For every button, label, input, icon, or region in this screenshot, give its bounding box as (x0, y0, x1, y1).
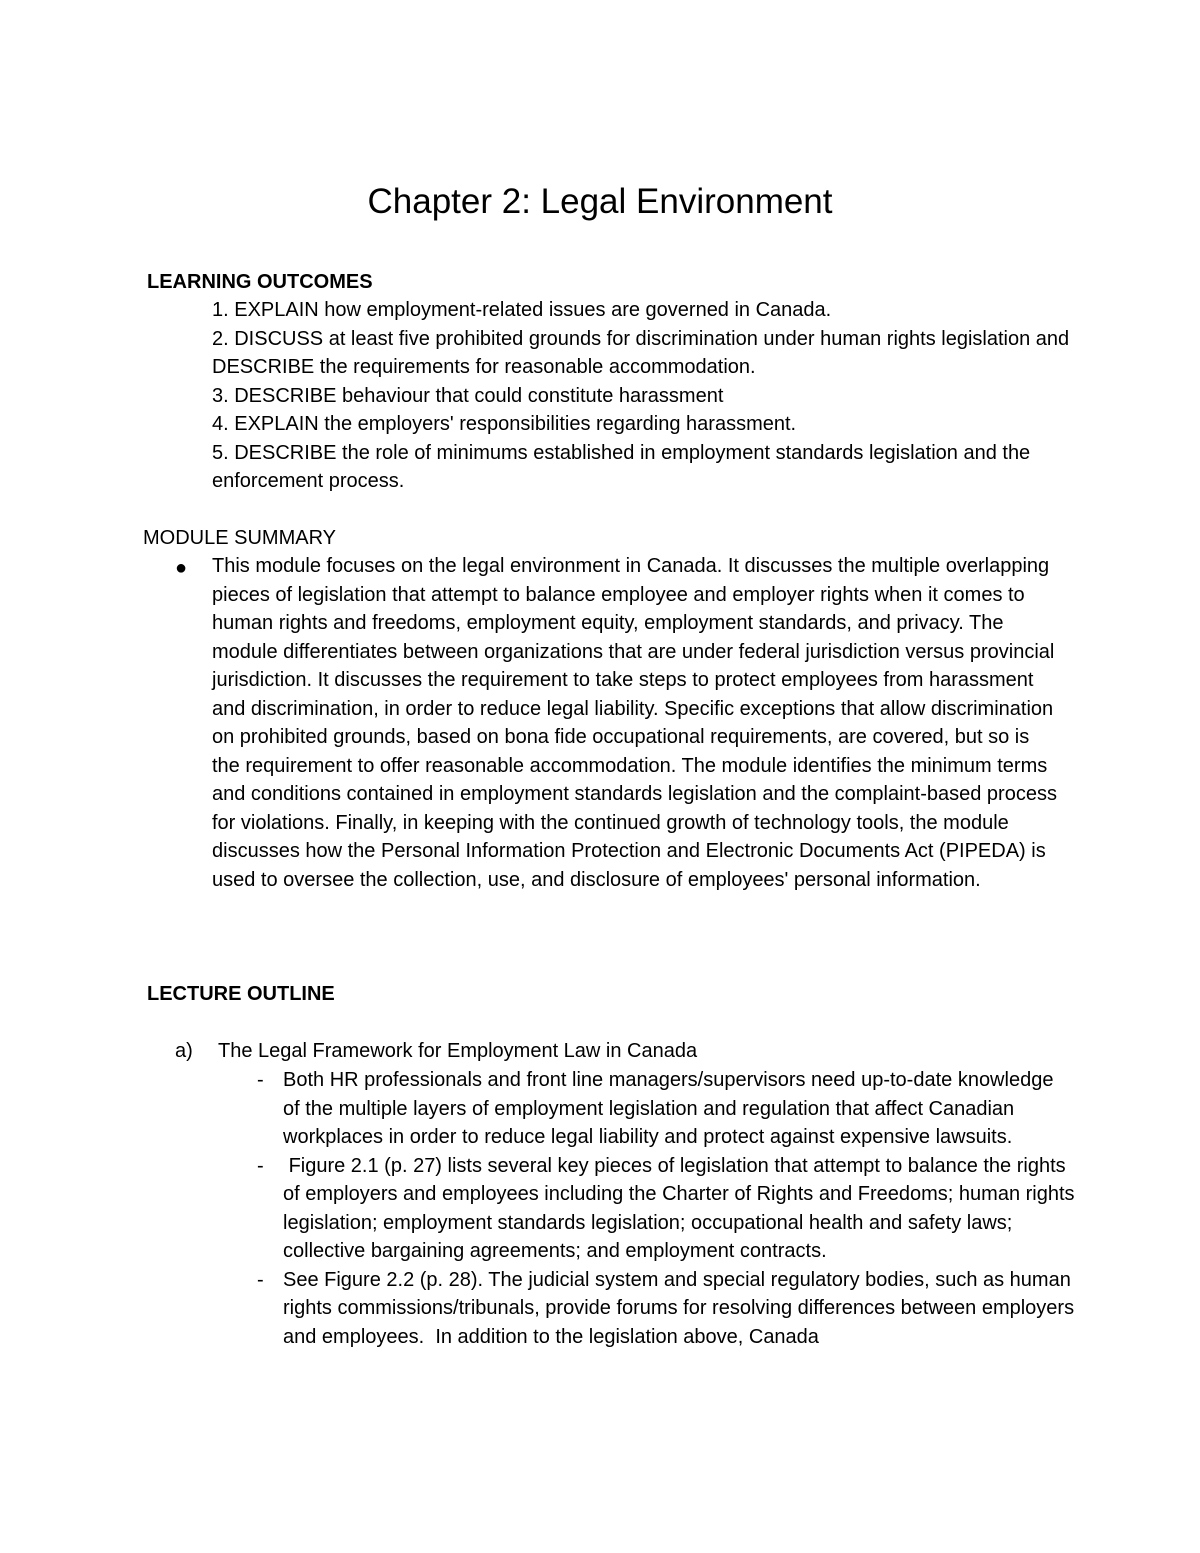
sub-point-text: See Figure 2.2 (p. 28). The judicial system and special regulatory bodies, such as human rights commissions/tribunals, provide forums for resolving differences between employers and employees. In addition to the legislation above, Canada (283, 1268, 1080, 1348)
learning-outcomes-list (212, 296, 1092, 496)
outline-sub-points (245, 1066, 1081, 1351)
outcome-item: 4. EXPLAIN the employers' responsibilities regarding harassment. (212, 413, 797, 435)
outcome-item: 2. DISCUSS at least five prohibited grounds for discrimination under human rights legislation and DESCRIBE the requirements for reasonable accommodation. (212, 327, 1070, 378)
dash-marker: - (257, 1069, 264, 1091)
dash-marker: - (257, 1154, 264, 1177)
outline-item-marker: a) (175, 1040, 193, 1062)
lecture-outline-heading: LECTURE OUTLINE (147, 983, 335, 1005)
module-summary-heading: MODULE SUMMARY (143, 527, 336, 549)
sub-point-text: Both HR professionals and front line managers/supervisors need up-to-date knowledge of the multiple layers of employment legislation and regulation that affect Canadian workplaces in order to reduce legal liability and protect against expensive lawsuits. (283, 1069, 1054, 1148)
outline-item-label: The Legal Framework for Employment Law in Canada (218, 1040, 698, 1062)
outcome-item: 1. EXPLAIN how employment-related issues are governed in Canada. (212, 299, 832, 321)
page-title: Chapter 2: Legal Environment (367, 182, 833, 221)
outcome-item: 3. DESCRIBE behaviour that could constitute harassment (212, 384, 724, 407)
sub-point-text: Figure 2.1 (p. 27) lists several key pieces of legislation that attempt to balance the rights of employers and employees including the Charter of Rights and Freedoms; human rights legislation; employment standards legislation; occupational health and safety laws; collective bargaining agreements; and employment contracts. (283, 1154, 1081, 1262)
sub-point (245, 1152, 1081, 1266)
dash-marker: - (257, 1268, 264, 1291)
sub-point (245, 1266, 1080, 1352)
learning-outcomes-heading: LEARNING OUTCOMES (147, 271, 373, 293)
outcome-item: 5. DESCRIBE the role of minimums established in employment standards legislation and the enforcement process. (212, 441, 1031, 492)
sub-point (245, 1066, 1075, 1152)
bullet-icon: ● (175, 557, 188, 579)
module-summary-text: This module focuses on the legal environment in Canada. It discusses the multiple overlapping pieces of legislation that attempt to balance employee and employer rights when it comes to human rights and freedoms, employment equity, employment standards, and privacy. The module differentiates between organizations that are under federal jurisdiction versus provincial jurisdiction. It discusses the requirement to take steps to protect employees from harassment and discrimination, in order to reduce legal liability. Specific exceptions that allow discrimination on prohibited grounds, based on bona fide occupational requirements, are covered, but so is the requirement to offer reasonable accommodation. The module identifies the minimum terms and conditions contained in employment standards legislation and the complaint-based process for violations. Finally, in keeping with the continued growth of technology tools, the module discusses how the Personal Information Protection and Electronic Documents Act (PIPEDA) is used to oversee the collection, use, and disclosure of employees' personal information. (212, 555, 1057, 891)
